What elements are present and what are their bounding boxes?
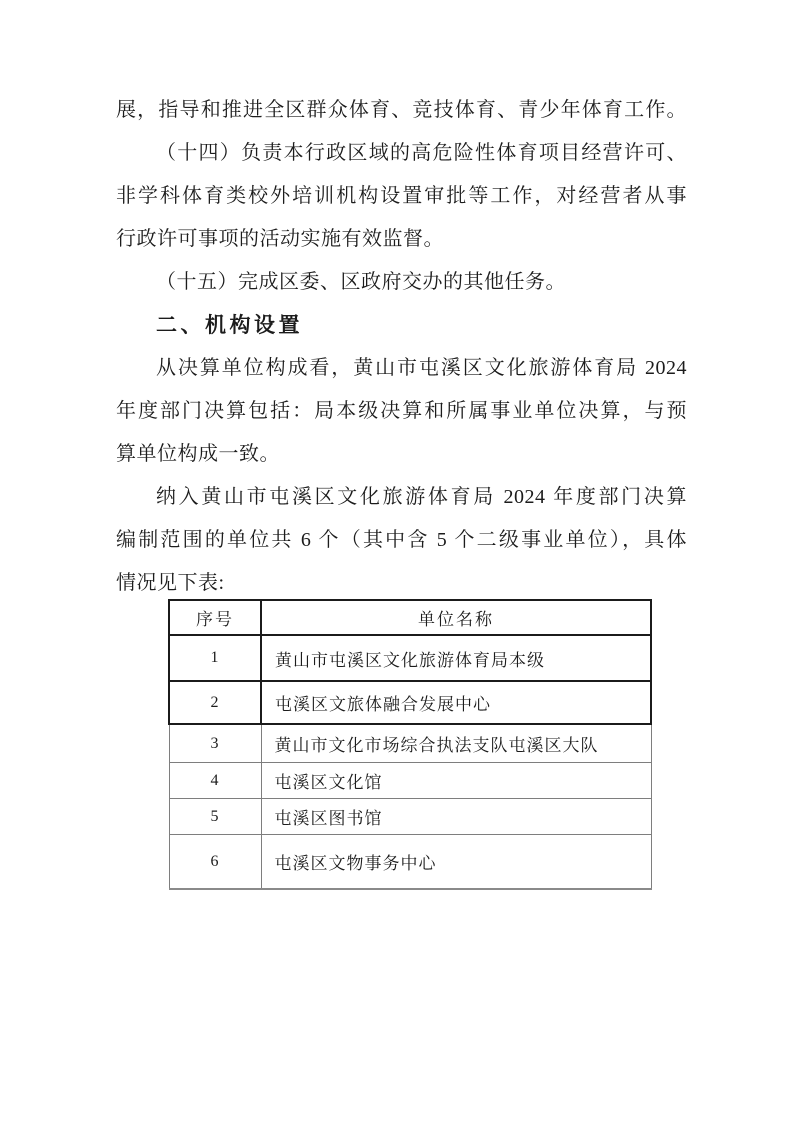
paragraph-line: 行政许可事项的活动实施有效监督。 bbox=[116, 228, 444, 250]
paragraph-line: 情况见下表: bbox=[116, 572, 225, 594]
table-row bbox=[169, 681, 651, 724]
paragraph-line: （十四）负责本行政区域的高危险性体育项目经营许可、 bbox=[156, 142, 687, 164]
table-header-name: 单位名称 bbox=[261, 600, 651, 635]
row-number-cell: 6 bbox=[169, 835, 261, 890]
unit-name-cell: 屯溪区文化馆 bbox=[261, 763, 651, 799]
paragraph-line: 非学科体育类校外培训机构设置审批等工作，对经营者从事 bbox=[116, 185, 687, 207]
paragraph-line: 从决算单位构成看，黄山市屯溪区文化旅游体育局 2024 bbox=[156, 357, 687, 379]
row-number-cell: 5 bbox=[169, 799, 261, 835]
section-heading: 二、机构设置 bbox=[156, 314, 303, 337]
paragraph-line: 编制范围的单位共 6 个（其中含 5 个二级事业单位），具体 bbox=[116, 529, 687, 551]
table-header-row bbox=[169, 600, 651, 635]
paragraph-line: 展，指导和推进全区群众体育、竞技体育、青少年体育工作。 bbox=[116, 99, 687, 121]
table-row bbox=[169, 763, 651, 799]
unit-name-cell: 屯溪区文物事务中心 bbox=[261, 835, 651, 890]
unit-name-cell: 黄山市文化市场综合执法支队屯溪区大队 bbox=[261, 724, 651, 763]
unit-name-cell: 屯溪区文旅体融合发展中心 bbox=[261, 681, 651, 724]
row-number-cell: 3 bbox=[169, 724, 261, 763]
row-number-cell: 1 bbox=[169, 635, 261, 681]
paragraph-line: 年度部门决算包括：局本级决算和所属事业单位决算，与预 bbox=[116, 400, 687, 422]
unit-name-cell: 黄山市屯溪区文化旅游体育局本级 bbox=[261, 635, 651, 681]
table-row bbox=[169, 835, 651, 890]
paragraph-line: 纳入黄山市屯溪区文化旅游体育局 2024 年度部门决算 bbox=[156, 486, 687, 508]
paragraph-line: （十五）完成区委、区政府交办的其他任务。 bbox=[156, 271, 566, 293]
table-row bbox=[169, 799, 651, 835]
row-number-cell: 2 bbox=[169, 681, 261, 724]
paragraph-line: 算单位构成一致。 bbox=[116, 443, 280, 465]
table-row bbox=[169, 635, 651, 681]
table-row bbox=[169, 724, 651, 763]
row-number-cell: 4 bbox=[169, 763, 261, 799]
unit-name-cell: 屯溪区图书馆 bbox=[261, 799, 651, 835]
units-table bbox=[168, 599, 652, 890]
table-header-no: 序号 bbox=[169, 600, 261, 635]
